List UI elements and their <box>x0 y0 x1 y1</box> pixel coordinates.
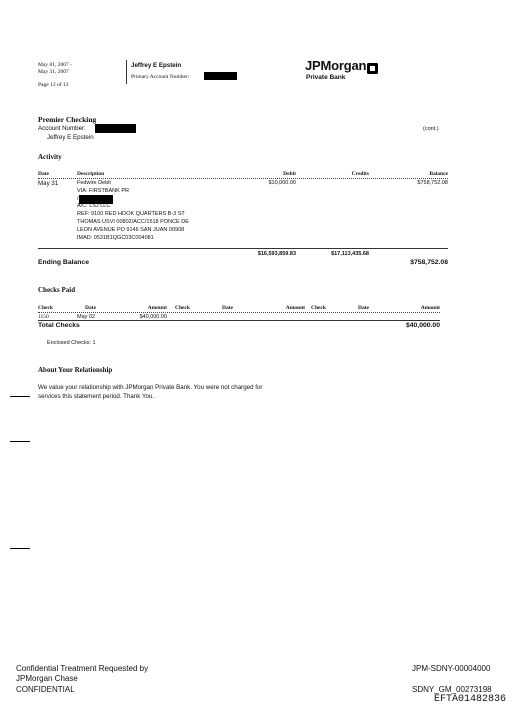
desc-line: REF: 9100 RED HOOK QUARTERS B-3 ST <box>77 211 185 218</box>
col-date: Date <box>38 171 49 177</box>
account-holder: Jeffrey E Epstein <box>47 134 94 141</box>
check-date: May 02 <box>77 314 96 320</box>
primary-account-label: Primary Account Number: <box>131 74 190 80</box>
check-number: 1150 <box>38 314 49 320</box>
footer-bates-3: EFTA01482836 <box>434 694 507 705</box>
total-checks-value: $40,000.00 <box>405 322 440 329</box>
bank-logo-text: JPMorgan <box>305 58 367 73</box>
checks-col-amount-3: Amount <box>420 305 440 311</box>
account-type: Premier Checking <box>38 115 97 124</box>
checks-col-date-2: Date <box>222 305 233 311</box>
redaction-account-number <box>95 124 136 133</box>
ending-balance-label: Ending Balance <box>38 259 89 266</box>
page-info: Page 12 of 13 <box>38 82 69 88</box>
desc-line: Fedwire Debit <box>77 180 111 186</box>
checks-col-check-2: Check <box>175 305 190 311</box>
desc-line: VIA: FIRSTBANK PR <box>77 187 129 194</box>
activity-row-description <box>77 180 189 242</box>
redaction-beneficiary <box>79 195 113 204</box>
col-credits: Credits <box>351 171 369 177</box>
footer-confidential-2: JPMorgan Chase <box>16 674 78 683</box>
margin-mark <box>10 548 30 549</box>
checks-total-rule <box>38 320 440 321</box>
checks-col-amount-2: Amount <box>285 305 305 311</box>
checks-col-date-1: Date <box>85 305 96 311</box>
col-balance: Balance <box>429 171 448 177</box>
check-amount: $40,000.00 <box>139 314 167 320</box>
footer-confidential-1: Confidential Treatment Requested by <box>16 664 149 673</box>
continued-label: (cont.) <box>423 126 439 132</box>
margin-mark <box>10 396 30 397</box>
activity-row-balance: $758,752.08 <box>417 180 448 186</box>
redaction-primary-account <box>204 72 237 80</box>
checks-header-rule <box>38 312 440 313</box>
desc-line: THOMAS USVI 00802/ACC/1518 PONCE DE <box>77 218 189 225</box>
desc-line-redacted: / <box>77 196 189 204</box>
ending-balance-value: $758,752.08 <box>410 259 448 266</box>
octagon-logo-icon <box>367 61 378 72</box>
checks-paid-heading: Checks Paid <box>38 286 76 294</box>
relationship-heading: About Your Relationship <box>38 366 113 374</box>
account-number-label: Account Number: <box>38 125 86 132</box>
checks-col-amount-1: Amount <box>147 305 167 311</box>
statement-period-start: May 01, 2007 - <box>38 62 72 68</box>
bank-division: Private Bank <box>306 74 346 81</box>
activity-heading: Activity <box>38 153 62 161</box>
checks-col-check-3: Check <box>311 305 326 311</box>
total-credits: $17,113,435.68 <box>331 251 369 257</box>
checks-col-date-3: Date <box>358 305 369 311</box>
header-divider <box>126 60 127 84</box>
margin-mark <box>10 441 30 442</box>
footer-bates-2: SDNY_GM_00273198 <box>412 685 492 694</box>
enclosed-checks: Enclosed Checks: 1 <box>47 340 96 346</box>
desc-line: A/C: LSJ LLC <box>77 203 111 210</box>
activity-total-rule <box>38 248 448 249</box>
col-description: Description <box>77 171 105 177</box>
checks-col-check-1: Check <box>38 305 53 311</box>
footer-confidential-3: CONFIDENTIAL <box>16 685 75 694</box>
total-checks-label: Total Checks <box>38 322 80 329</box>
activity-row-debit: $10,000.00 <box>268 180 296 186</box>
relationship-line-2: services this statement period. Thank You. <box>38 393 155 400</box>
relationship-line-1: We value your relationship with JPMorgan Private Bank. You were not charged for <box>38 384 263 391</box>
desc-line: IMAD: 0531B1QGC03C004081 <box>77 234 154 241</box>
statement-period-end: May 31, 2007 <box>38 69 69 75</box>
activity-row-date: May 31 <box>38 180 59 187</box>
desc-line: LEON AVENUE PO 9146 SAN JUAN 00908 <box>77 226 185 233</box>
col-debit: Debit <box>283 171 296 177</box>
footer-bates-1: JPM-SDNY-00004000 <box>412 664 491 673</box>
activity-header-rule <box>38 178 448 179</box>
customer-name: Jeffrey E Epstein <box>131 62 182 69</box>
total-debits: $16,593,859.83 <box>257 251 296 257</box>
